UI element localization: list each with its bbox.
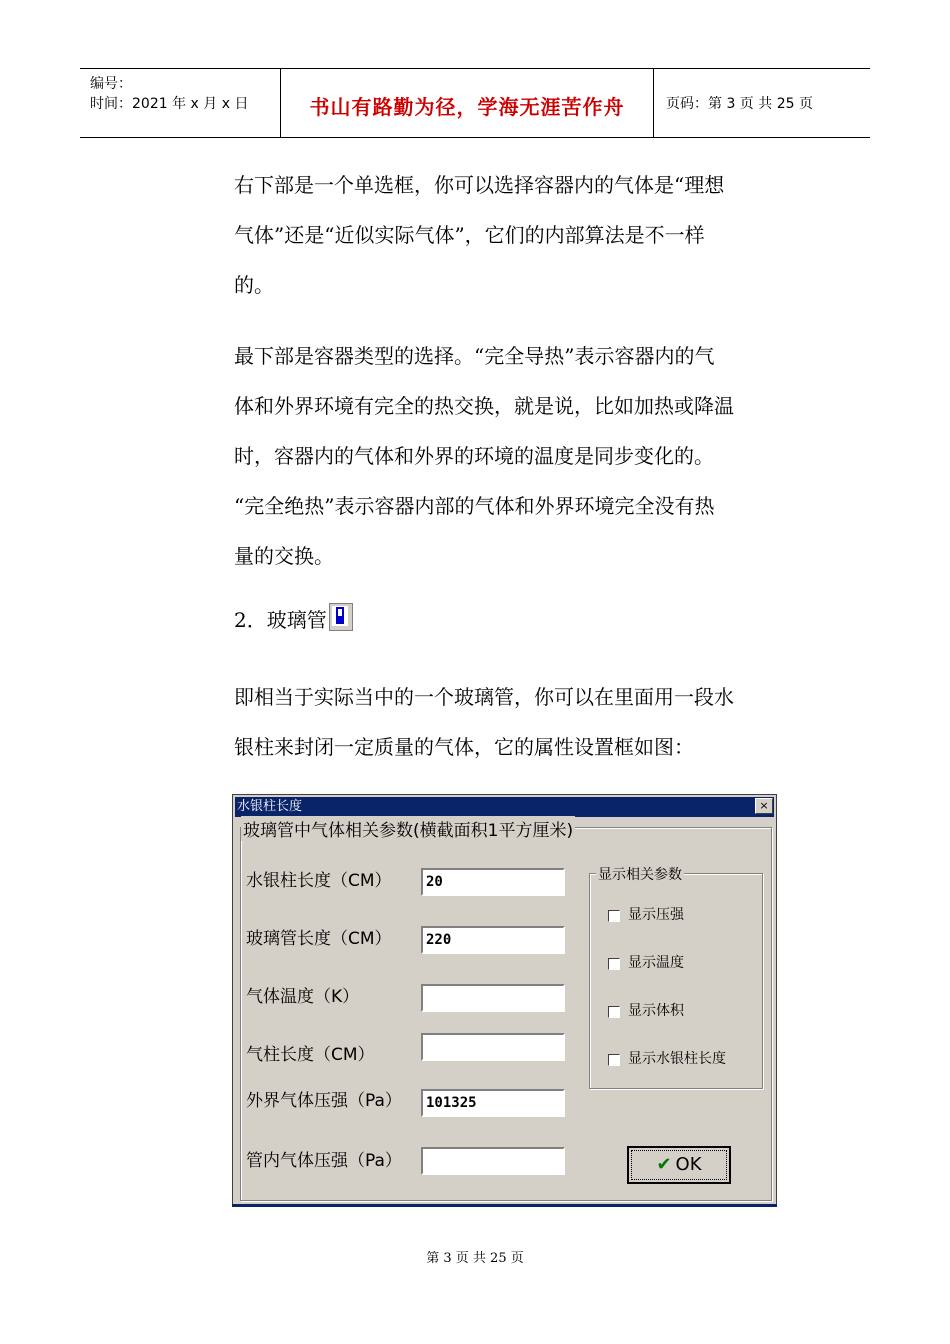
text-line: 体和外界环境有完全的热交换，就是说，比如加热或降温 xyxy=(234,394,734,418)
text-line: 银柱来封闭一定质量的气体，它的属性设置框如图： xyxy=(234,735,694,759)
show-pressure-checkbox[interactable] xyxy=(608,910,620,922)
outside-pressure-label: 外界气体压强（Pa） xyxy=(246,1091,402,1111)
show-volume-label: 显示体积 xyxy=(628,1003,684,1019)
text-line: 量的交换。 xyxy=(234,544,334,568)
text-line: 右下部是一个单选框，你可以选择容器内的气体是“理想 xyxy=(234,173,725,197)
text-line: 的。 xyxy=(234,273,274,297)
gas-parameters-group xyxy=(240,821,772,1201)
paragraph-radio-description xyxy=(234,160,794,310)
header-meta-cell xyxy=(80,69,281,137)
header-page-cell xyxy=(654,69,870,137)
inside-pressure-label: 管内气体压强（Pa） xyxy=(246,1151,402,1171)
header-motto: 书山有路勤为径，学海无涯苦作舟 xyxy=(309,95,625,119)
text-line: 即相当于实际当中的一个玻璃管，你可以在里面用一段水 xyxy=(234,685,734,709)
gas-column-length-input[interactable] xyxy=(421,1033,565,1061)
gas-temperature-input[interactable] xyxy=(421,984,565,1012)
header-page-info: 页码：第 3 页 共 25 页 xyxy=(666,96,813,112)
tube-length-input[interactable]: 220 xyxy=(421,926,565,954)
show-temperature-checkbox[interactable] xyxy=(608,958,620,970)
text-line: “完全绝热”表示容器内部的气体和外界环境完全没有热 xyxy=(234,494,715,518)
page-header xyxy=(80,68,870,138)
text-line: 时，容器内的气体和外界的环境的温度是同步变化的。 xyxy=(234,444,714,468)
section-heading-glass-tube xyxy=(234,600,353,640)
text-line: 气体”还是“近似实际气体”，它们的内部算法是不一样 xyxy=(234,223,705,247)
close-icon[interactable]: × xyxy=(755,798,773,814)
mercury-column-dialog xyxy=(232,794,777,1206)
show-temperature-label: 显示温度 xyxy=(628,955,684,971)
show-pressure-label: 显示压强 xyxy=(628,907,684,923)
gas-temperature-label: 气体温度（K） xyxy=(246,987,360,1007)
focus-ring xyxy=(631,1150,727,1180)
dialog-bottom-edge xyxy=(232,1204,777,1207)
document-date-label: 时间：2021 年 x 月 x 日 xyxy=(90,96,249,112)
group-title: 玻璃管中气体相关参数(横截面积1平方厘米) xyxy=(241,816,575,841)
paragraph-container-type xyxy=(234,331,794,581)
tube-length-label: 玻璃管长度（CM） xyxy=(246,929,392,949)
display-group-title: 显示相关参数 xyxy=(596,864,684,884)
show-volume-checkbox[interactable] xyxy=(608,1006,620,1018)
header-motto-cell xyxy=(281,69,654,137)
outside-pressure-input[interactable]: 101325 xyxy=(421,1089,565,1117)
inside-pressure-input[interactable] xyxy=(421,1147,565,1175)
section-heading-text: 2．玻璃管 xyxy=(234,608,327,632)
show-mercury-length-label: 显示水银柱长度 xyxy=(628,1051,726,1067)
page-footer: 第 3 页 共 25 页 xyxy=(426,1251,524,1266)
mercury-length-label: 水银柱长度（CM） xyxy=(246,871,392,891)
display-parameters-group xyxy=(589,867,763,1089)
paragraph-glass-tube xyxy=(234,672,794,772)
glass-tube-icon xyxy=(329,603,353,631)
check-icon: ✔ xyxy=(656,1154,672,1175)
ok-button[interactable] xyxy=(627,1146,731,1184)
gas-column-length-label: 气柱长度（CM） xyxy=(246,1045,375,1065)
text-line: 最下部是容器类型的选择。“完全导热”表示容器内的气 xyxy=(234,344,715,368)
document-number-label: 编号： xyxy=(90,76,132,92)
show-mercury-length-checkbox[interactable] xyxy=(608,1054,620,1066)
dialog-title: 水银柱长度 xyxy=(235,797,774,817)
mercury-length-input[interactable]: 20 xyxy=(421,868,565,896)
ok-button-label: OK xyxy=(675,1154,702,1175)
